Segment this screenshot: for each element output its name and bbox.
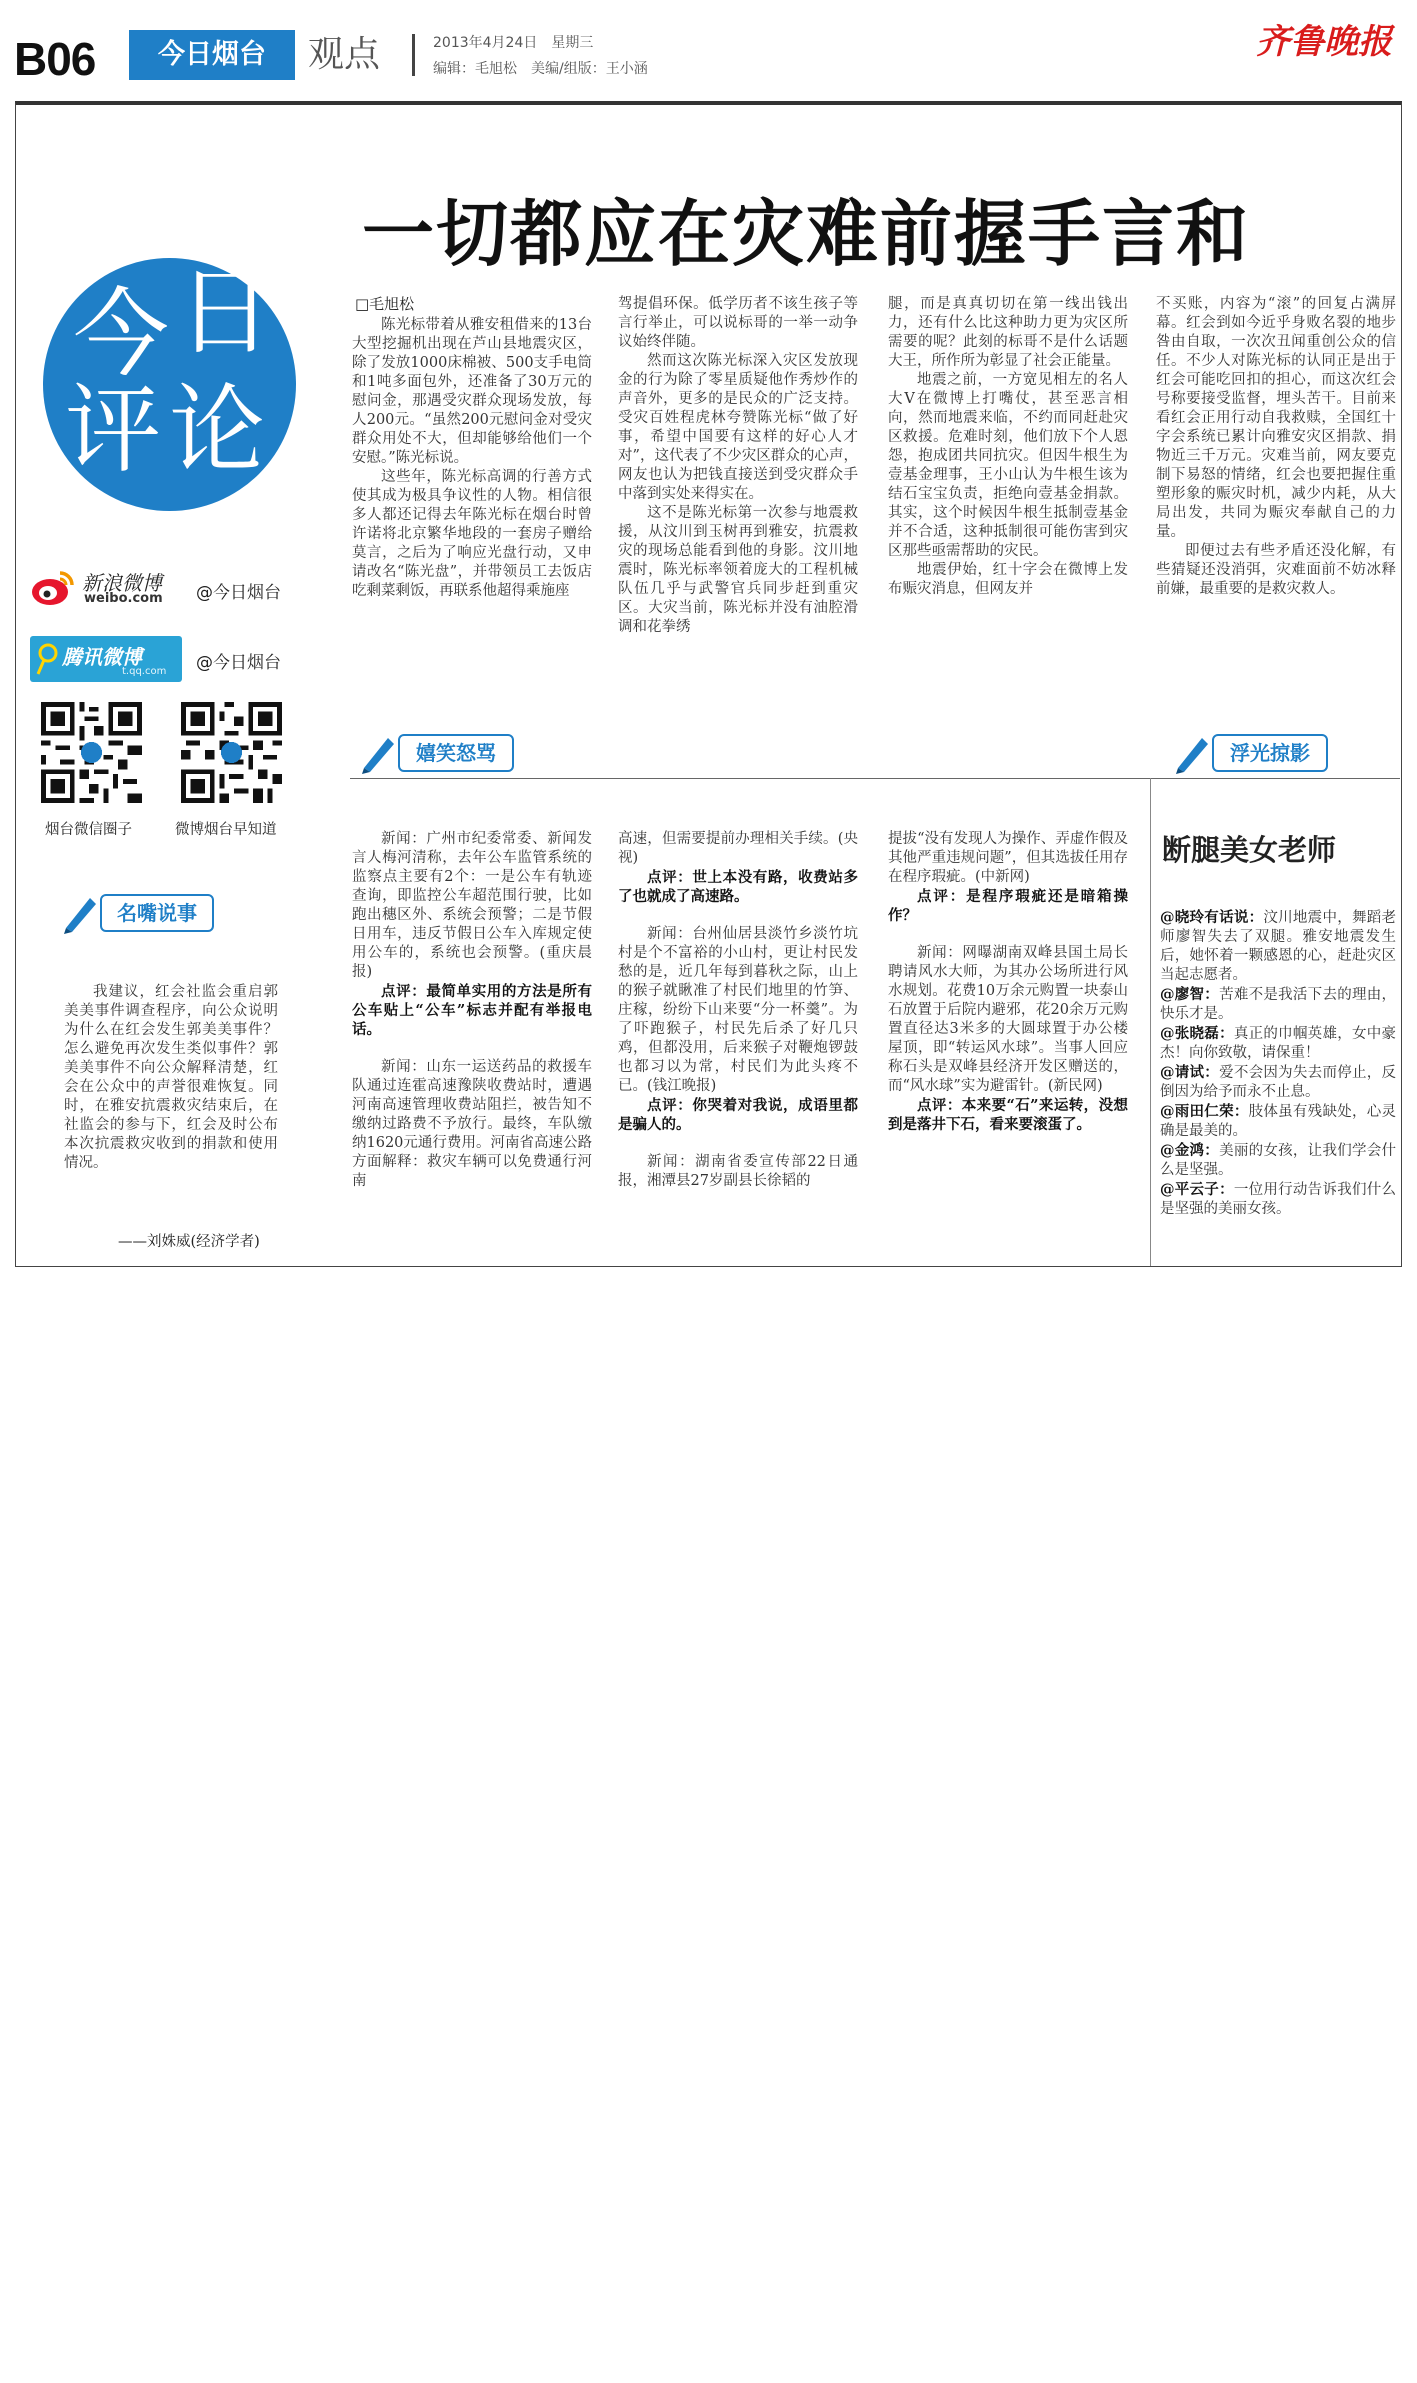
sina-logo-sub: weibo.com (84, 591, 163, 606)
section-name: 观点 (308, 34, 381, 75)
xixiao-tag (358, 730, 518, 774)
news-paragraph: 高速，但需要提前办理相关手续。(央视) (618, 831, 858, 866)
weibo-comment (1160, 1180, 1396, 1219)
comment-paragraph: 点评：是程序瑕疵还是暗箱操作？ (888, 888, 1128, 924)
badge-char: 今 (73, 278, 169, 390)
qr-caption-weibo: 微博烟台早知道 (175, 822, 277, 838)
page-code: B06 (14, 33, 96, 85)
article-paragraph: 然而这次陈光标深入灾区发放现金的行为除了零星质疑他作秀炒作的声音外，更多的是民众的广泛支持。受灾百姓程虎林夸赞陈光标“做了好事，希望中国要有这样的好心人才对”，这代表了不少灾区群众的心声，网友也认为把钱直接送到受灾群众手中落到实处来得实在。 (618, 353, 858, 502)
header-divider (412, 34, 415, 76)
mingzui-tag (60, 890, 220, 934)
article-column-1 (352, 316, 592, 601)
qr-caption-wechat: 烟台微信圈子 (45, 822, 132, 838)
news-paragraph: 新闻：山东一运送药品的救援车队通过连霍高速豫陕收费站时，遭遇河南高速管理收费站阻拦，被告知不缴纳过路费不予放行。最终，车队缴纳1620元通行费用。河南省高速公路方面解释：救灾车辆可以免费通行河南 (352, 1059, 592, 1189)
fuguang-tag (1172, 730, 1332, 774)
xixiao-column-1 (352, 830, 592, 1191)
weibo-user[interactable]: @金鸿： (1160, 1142, 1220, 1159)
weibo-comment-text: 爱不会因为失去而停止，反倒因为给予而永不止息。 (1160, 1065, 1397, 1100)
weibo-user[interactable]: @雨田仁荣： (1160, 1103, 1249, 1120)
weibo-comment (1160, 1063, 1396, 1102)
tencent-weibo-handle[interactable]: @今日烟台 (196, 653, 281, 673)
article-paragraph: 地震伊始，红十字会在微博上发布赈灾消息，但网友并 (888, 562, 1128, 597)
mingzui-author: ——刘姝威(经济学者) (118, 1234, 260, 1250)
news-paragraph: 新闻：广州市纪委常委、新闻发言人梅河清称，去年公车监管系统的监察点主要有2个：一是公车有轨迹查询，即监控公车超范围行驶，比如跑出穗区外、系统会预警；二是节假日用车，违反节假日公车入库规定使用公车的，系统也会预警。(重庆晨报) (352, 831, 592, 980)
article-column-4 (1156, 295, 1396, 599)
dateline: 2013年4月24日 星期三 (433, 35, 594, 51)
weibo-comment (1160, 908, 1396, 985)
weibo-comment (1160, 1102, 1396, 1141)
weibo-comment-text: 美丽的女孩，让我们学会什么是坚强。 (1160, 1143, 1397, 1178)
tencent-weibo-icon (34, 642, 60, 676)
article-paragraph: 这些年，陈光标高调的行善方式使其成为极具争议性的人物。相信很多人都还记得去年陈光标在烟台时曾许诺将北京繁华地段的一套房子赠给莫言，之后为了响应光盘行动，又申请改名“陈光盘”，并带领员工去饭店吃剩菜剩饭，再联系他超得乘施座 (352, 469, 592, 599)
xixiao-tag-label: 嬉笑怒骂 (398, 734, 514, 772)
weibo-comment-text: 肢体虽有残缺处，心灵确是最美的。 (1160, 1104, 1397, 1139)
article-headline: 一切都应在灾难前握手言和 (362, 191, 1251, 276)
sina-weibo-icon (30, 567, 76, 607)
weibo-comment-text: 一位用行动告诉我们什么是坚强的美丽女孩。 (1160, 1182, 1397, 1217)
comment-paragraph: 点评：世上本没有路，收费站多了也就成了高速路。 (618, 869, 858, 905)
weibo-user[interactable]: @平云子： (1160, 1181, 1234, 1198)
section-tab: 今日烟台 (129, 30, 295, 80)
weibo-user[interactable]: @廖智： (1160, 986, 1220, 1003)
news-paragraph: 新闻：台州仙居县淡竹乡淡竹坑村是个不富裕的小山村，更让村民发愁的是，近几年每到暮秋之际，山上的猴子就瞅准了村民们地里的竹笋、庄稼，纷纷下山来要“分一杯羹”。为了吓跑猴子，村民先后杀了好几只鸡，但都没用，后来猴子对鞭炮锣鼓也都习以为常，村民们为此头疼不已。(钱江晚报) (618, 926, 858, 1094)
sina-weibo-handle[interactable]: @今日烟台 (196, 583, 281, 603)
badge-char: 日 (177, 256, 273, 368)
article-column-2 (618, 295, 858, 637)
editor-credits: 编辑：毛旭松 美编/组版：王小涵 (433, 61, 648, 77)
article-paragraph: 驾提倡环保。低学历者不该生孩子等言行举止，可以说标哥的一举一动争议始终伴随。 (618, 296, 858, 350)
section-divider (350, 778, 1400, 779)
fuguang-tag-label: 浮光掠影 (1212, 734, 1328, 772)
article-byline: □毛旭松 (355, 295, 415, 313)
comment-paragraph: 点评：本来要“石”来运转，没想到是落井下石，看来要滚蛋了。 (888, 1097, 1128, 1133)
xixiao-column-3 (888, 830, 1128, 1134)
sina-logo-text: 新浪微博 (82, 571, 162, 595)
badge-char: 论 (169, 374, 265, 486)
pen-icon (1172, 730, 1212, 774)
weibo-user[interactable]: @晓玲有话说： (1160, 909, 1264, 926)
weibo-comment (1160, 1141, 1396, 1180)
fuguang-title: 断腿美女老师 (1162, 833, 1337, 867)
sina-weibo-logo (30, 565, 180, 611)
mingzui-quote (64, 983, 278, 1173)
article-paragraph: 不买账，内容为“滚”的回复占满屏幕。红会到如今近乎身败名裂的地步咎由自取，一次次丑闻重创公众的信任。不少人对陈光标的认同正是出于红会可能吃回扣的担心，而这次红会号称要接受监督，埋头苦干。目前来看红会正用行动自我救赎，全国红十字会系统已累计向雅安灾区捐款、捐物近三千万元。灾难当前，网友要克制下易怒的情绪，红会也要把握住重塑形象的赈灾时机，减少内耗，从大局出发，共同为赈灾奉献自己的力量。 (1156, 296, 1396, 540)
weibo-comment-text: 汶川地震中，舞蹈老师廖智失去了双腿。雅安地震发生后，她怀着一颗感恩的心，赶赴灾区当起志愿者。 (1160, 910, 1397, 983)
qr-code-wechat[interactable] (41, 702, 142, 803)
pen-icon (60, 890, 100, 934)
tencent-logo-sub: t.qq.com (122, 666, 167, 677)
comment-paragraph: 点评：最简单实用的方法是所有公车贴上“公车”标志并配有举报电话。 (352, 983, 592, 1038)
weibo-comment-text: 苦难不是我活下去的理由，快乐才是。 (1160, 987, 1397, 1022)
today-commentary-badge (43, 258, 296, 511)
weibo-user[interactable]: @张晓磊： (1160, 1025, 1234, 1042)
comment-paragraph: 点评：你哭着对我说，成语里都是骗人的。 (618, 1097, 858, 1133)
newspaper-logo: 齐鲁晚报 (1256, 22, 1392, 62)
article-paragraph: 这不是陈光标第一次参与地震救援，从汶川到玉树再到雅安，抗震救灾的现场总能看到他的身影。汶川地震时，陈光标率领着庞大的工程机械队伍几乎与武警官兵同步赶到重灾区。大灾当前，陈光标并没有油腔滑调和花拳绣 (618, 505, 858, 635)
qr-code-icon (41, 702, 142, 803)
weibo-user[interactable]: @请试： (1160, 1064, 1220, 1081)
mingzui-tag-label: 名嘴说事 (100, 894, 214, 932)
qr-code-icon (181, 702, 282, 803)
pen-icon (358, 730, 398, 774)
article-paragraph: 地震之前，一方宽见相左的名人大V在微博上打嘴仗，甚至恶言相向，然而地震来临，不约而同赶赴灾区救援。危难时刻，他们放下个人恩怨，抱成团共同抗灾。但因牛根生为壹基金理事，王小山认为牛根生该为结石宝宝负责，拒绝向壹基金捐款。其实，这个时候因牛根生抵制壹基金并不合适，这种抵制很可能伤害到灾区那些亟需帮助的灾民。 (888, 372, 1128, 559)
article-column-3 (888, 295, 1128, 599)
weibo-comment-text: 真正的巾帼英雄，女中豪杰！向你致敬，请保重！ (1160, 1026, 1397, 1061)
column-divider (1150, 778, 1151, 1266)
tencent-logo-text: 腾讯微博 (62, 645, 142, 669)
article-paragraph: 陈光标带着从雅安租借来的13台大型挖掘机出现在芦山县地震灾区，除了发放1000床棉被、500支手电筒和1吨多面包外，还准备了30万元的慰问金，那遇受灾群众现场发放，每人200元。“虽然200元慰问金对受灾群众用处不大，但却能够给他们一个安慰。”陈光标说。 (352, 317, 592, 466)
badge-char: 评 (65, 374, 161, 486)
xixiao-column-2 (618, 830, 858, 1191)
article-paragraph: 腿，而是真真切切在第一线出钱出力，还有什么比这种助力更为灾区所需要的呢？此刻的标哥不是什么话题大王，所作所为彰显了社会正能量。 (888, 296, 1128, 369)
news-paragraph: 新闻：湖南省委宣传部22日通报，湘潭县27岁副县长徐韬的 (618, 1154, 858, 1189)
qr-code-weibo[interactable] (181, 702, 282, 803)
article-paragraph: 即便过去有些矛盾还没化解，有些猜疑还没消弭，灾难面前不妨冰释前嫌，最重要的是救灾救人。 (1156, 543, 1396, 597)
news-paragraph: 新闻：网曝湖南双峰县国土局长聘请风水大师，为其办公场所进行风水规划。花费10万余元购置一块泰山石放置于后院内避邪，花20余万元购置直径达3米多的大圆球置于办公楼屋顶，即“转运风水球”。当事人回应称石头是双峰县经济开发区赠送的，而“风水球”实为避雷针。(新民网) (888, 945, 1128, 1094)
weibo-comment (1160, 985, 1396, 1024)
fuguang-comments (1160, 908, 1396, 1219)
news-paragraph: 提拔“没有发现人为操作、弄虚作假及其他严重违规问题”，但其选拔任用存在程序瑕疵。(中新网) (888, 831, 1128, 885)
mingzui-text: 我建议，红会社监会重启郭美美事件调查程序，向公众说明为什么在红会发生郭美美事件？怎么避免再次发生类似事件？郭美美事件不向公众解释清楚，红会在公众中的声誉很难恢复。同时，在雅安抗震救灾结束后，在社监会的参与下，红会及时公布本次抗震救灾收到的捐款和使用情况。 (64, 984, 278, 1171)
tencent-weibo-logo (30, 636, 182, 682)
weibo-comment (1160, 1024, 1396, 1063)
